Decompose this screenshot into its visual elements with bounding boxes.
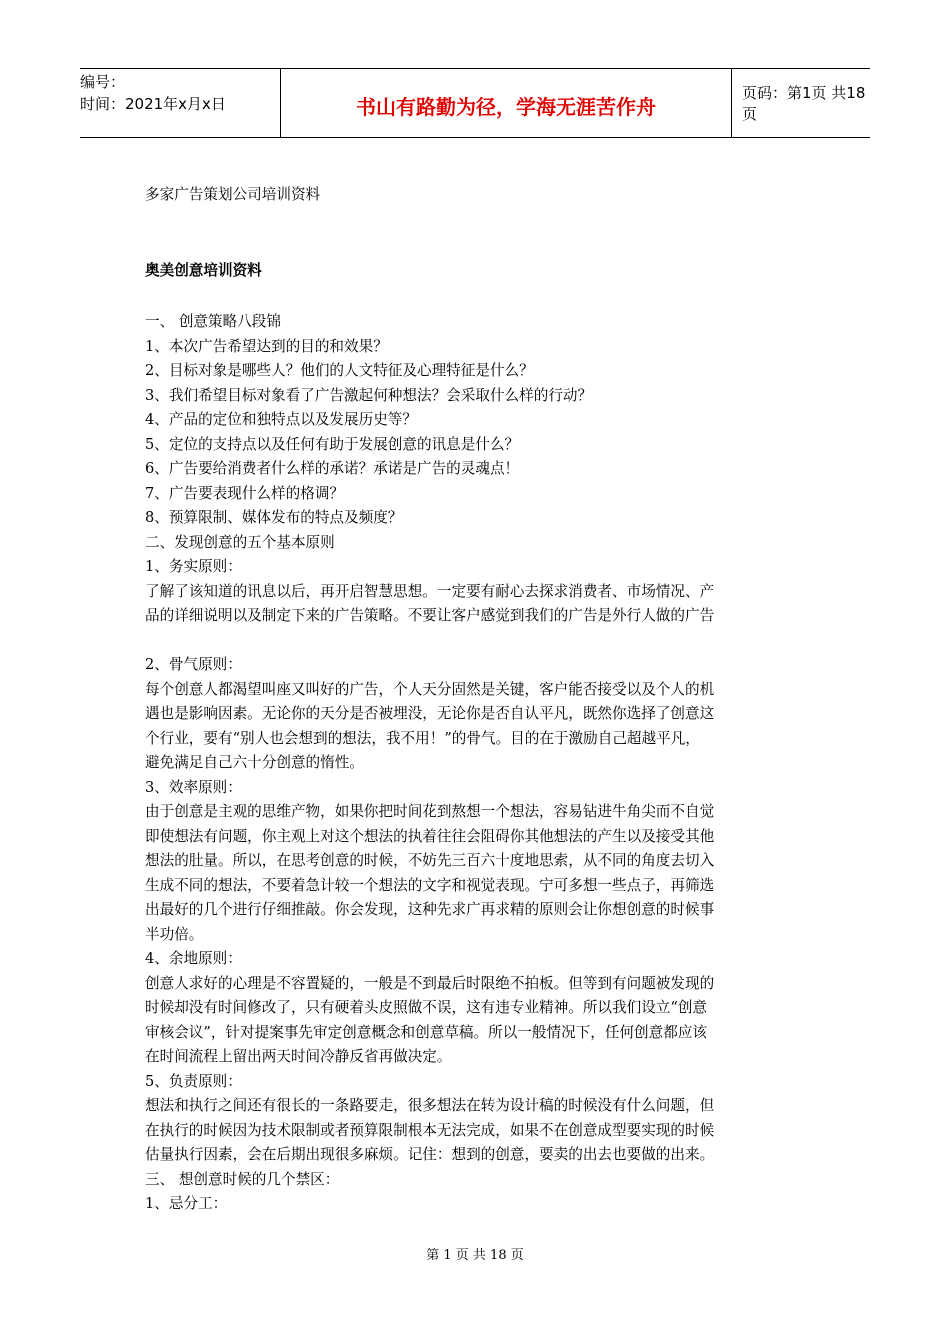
header-page-cell (730, 69, 870, 137)
body-line: 遇也是影响因素。无论你的天分是否被埋没，无论你是否自认平凡，既然你选择了创意这 (145, 705, 715, 722)
body-line: 1、本次广告希望达到的目的和效果？ (145, 337, 388, 355)
body-line: 想法的肚量。所以，在思考创意的时候，不妨先三百六十度地思索，从不同的角度去切入 (145, 852, 715, 869)
body-line: 想法和执行之间还有很长的一条路要走，很多想法在转为设计稿的时候没有什么问题，但 (145, 1097, 715, 1114)
body-line: 8、预算限制、媒体发布的特点及频度？ (145, 509, 403, 526)
page-header (80, 68, 870, 138)
body-line: 估量执行因素，会在后期出现很多麻烦。记住：想到的创意，要卖的出去也要做的出来。 (145, 1146, 715, 1163)
body-line: 品的详细说明以及制定下来的广告策略。不要让客户感觉到我们的广告是外行人做的广告 (145, 607, 715, 624)
body-line: 二、发现创意的五个基本原则 (145, 533, 335, 551)
body-line: 在执行的时候因为技术限制或者预算限制根本无法完成，如果不在创意成型要实现的时候 (145, 1121, 715, 1139)
body-line: 生成不同的想法，不要着急计较一个想法的文字和视觉表现。宁可多想一些点子，再筛选 (145, 876, 715, 894)
header-motto-cell (280, 69, 732, 137)
body-line: 时候却没有时间修改了，只有硬着头皮照做不误，这有违专业精神。所以我们设立“创意 (145, 999, 708, 1016)
number-label: 编号： (80, 73, 126, 91)
body-line: 3、效率原则： (145, 778, 242, 796)
body-line: 每个创意人都渴望叫座又叫好的广告，个人天分固然是关键，客户能否接受以及个人的机 (145, 680, 715, 698)
body-line: 避免满足自己六十分创意的惰性。 (145, 754, 364, 771)
body-line: 三、 想创意时候的几个禁区： (145, 1170, 340, 1188)
document-title: 奥美创意培训资料 (145, 262, 262, 279)
body-line: 即使想法有问题，你主观上对这个想法的执着往往会阻碍你其他想法的产生以及接受其他 (145, 827, 715, 845)
body-line: 4、产品的定位和独特点以及发展历史等？ (145, 411, 417, 428)
body-line: 半功倍。 (145, 925, 204, 943)
body-line: 1、忌分工： (145, 1195, 228, 1212)
body-line: 5、负责原则： (145, 1072, 242, 1090)
body-line: 5、定位的支持点以及任何有助于发展创意的讯息是什么？ (145, 435, 520, 453)
body-line: 在时间流程上留出两天时间冷静反省再做决定。 (145, 1048, 452, 1065)
body-line: 2、目标对象是哪些人？他们的人文特征及心理特征是什么？ (145, 362, 534, 379)
body-line: 4、余地原则： (145, 950, 242, 967)
motto-text: 书山有路勤为径，学海无涯苦作舟 (356, 94, 656, 119)
time-label: 时间：2021年x月x日 (80, 95, 226, 113)
body-line: 出最好的几个进行仔细推敲。你会发现，这种先求广再求精的原则会让你想创意的时候事 (145, 901, 715, 918)
header-left-cell (80, 69, 280, 137)
body-line: 了解了该知道的讯息以后，再开启智慧思想。一定要有耐心去探求消费者、市场情况、产 (145, 582, 715, 600)
page-footer: 第 1 页 共 18 页 (426, 1248, 524, 1263)
body-line: 一、 创意策略八段锦 (145, 313, 281, 330)
body-line: 2、骨气原则： (145, 656, 242, 673)
body-line: 6、广告要给消费者什么样的承诺？承诺是广告的灵魂点！ (145, 460, 520, 477)
body-line: 创意人求好的心理是不容置疑的，一般是不到最后时限绝不拍板。但等到有问题被发现的 (145, 974, 715, 992)
body-line: 1、务实原则： (145, 558, 242, 575)
body-line: 个行业，要有“别人也会想到的想法，我不用！”的骨气。目的在于激励自己超越平凡， (145, 729, 700, 747)
body-line: 7、广告要表现什么样的格调？ (145, 484, 345, 502)
body-line: 审核会议”，针对提案事先审定创意概念和创意草稿。所以一般情况下，任何创意都应该 (145, 1023, 708, 1041)
page-label: 页码：第1页 共18页 (742, 84, 866, 123)
body-line: 由于创意是主观的思维产物，如果你把时间花到熬想一个想法，容易钻进牛角尖而不自觉 (145, 803, 715, 820)
body-line: 3、我们希望目标对象看了广告激起何种想法？会采取什么样的行动？ (145, 386, 593, 404)
document-subtitle: 多家广告策划公司培训资料 (145, 186, 321, 203)
